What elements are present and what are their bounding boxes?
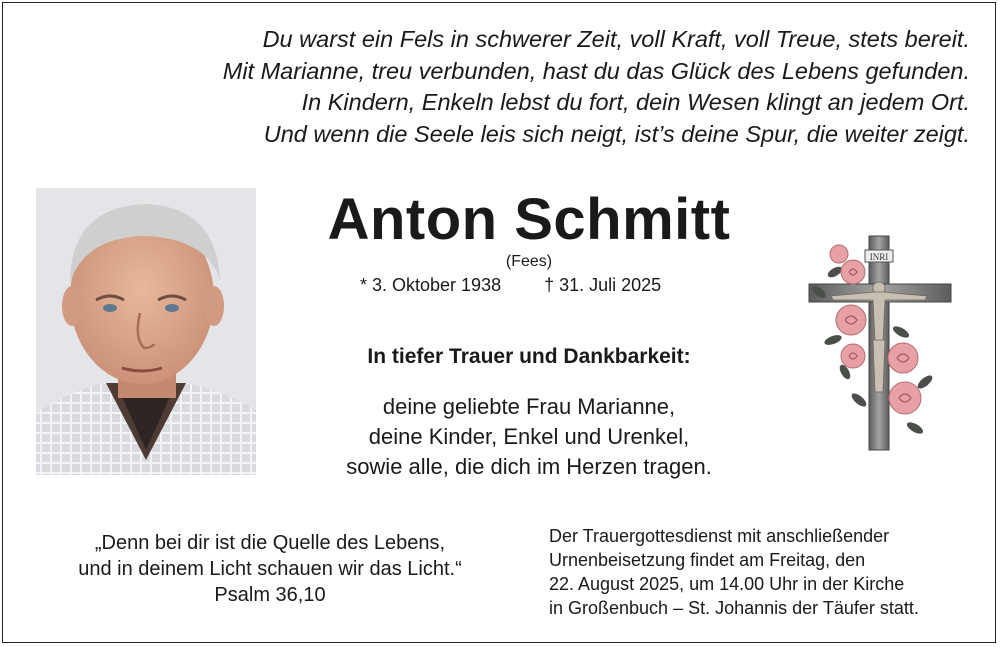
mourners-line: deine Kinder, Enkel und Urenkel, (368, 424, 690, 449)
deceased-name: Anton Schmitt (327, 187, 731, 252)
mourners-line: deine geliebte Frau Marianne, (382, 394, 676, 419)
funeral-service-info (549, 524, 989, 620)
quote-source: Psalm 36,10 (214, 584, 326, 606)
service-line: in Großenbuch – St. Johannis der Täufer statt. (549, 598, 919, 618)
mourners-line: sowie alle, die dich im Herzen tragen. (346, 454, 712, 479)
poem-line: Und wenn die Seele leis sich neigt, ist’s deine Spur, die weiter zeigt. (263, 120, 970, 147)
service-line: Der Trauergottesdienst mit anschließender (549, 526, 890, 546)
mourners-list (0, 392, 1000, 482)
birth-date: * 3. Oktober 1938 (360, 275, 502, 295)
quote-line: „Denn bei dir ist die Quelle des Lebens, (94, 532, 446, 554)
cross-inscription: INRI (869, 252, 889, 262)
service-line: Urnenbeisetzung findet am Freitag, den (549, 550, 866, 570)
poem (70, 24, 970, 150)
grief-heading: In tiefer Trauer und Dankbarkeit: (367, 345, 691, 368)
bible-quote (40, 530, 500, 608)
deceased-nickname: (Fees) (505, 253, 553, 270)
quote-line: und in deinem Licht schauen wir das Licht.“ (78, 558, 462, 580)
life-dates (360, 275, 661, 296)
poem-line: Mit Marianne, treu verbunden, hast du das Glück des Lebens gefunden. (222, 57, 970, 84)
poem-line: In Kindern, Enkeln lebst du fort, dein Wesen klingt an jedem Ort. (301, 89, 970, 115)
poem-line: Du warst ein Fels in schwerer Zeit, voll Kraft, voll Treue, stets bereit. (262, 26, 970, 52)
death-date: † 31. Juli 2025 (544, 275, 662, 295)
service-line: 22. August 2025, um 14.00 Uhr in der Kirche (549, 574, 905, 594)
